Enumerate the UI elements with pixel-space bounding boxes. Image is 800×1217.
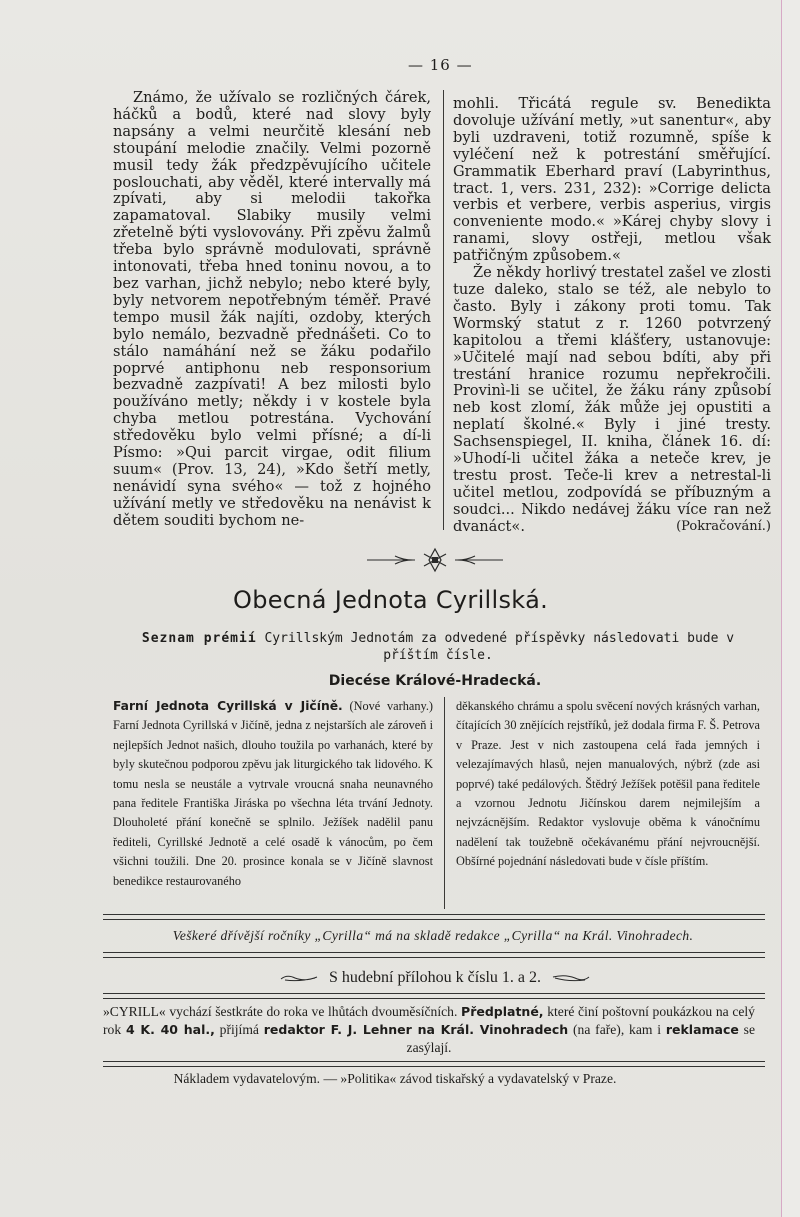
- subscription-bold: reklamace: [665, 1022, 739, 1037]
- report-heading: Farní Jednota Cyrillská v Jičíně.: [113, 699, 343, 713]
- ornament-divider-icon: [365, 547, 505, 573]
- double-rule: [103, 952, 765, 958]
- premium-notice: [113, 630, 763, 664]
- article-paragraph: Že někdy horlivý trestatel zašel ve zlosti tuze daleko, stalo se též, ale nebylo to často. Byly i zákony proti tomu. Tak Wormský statut z r. 1260 potvrzený kapitolou a třemi klášťery, ustanovuje: »Učitelé mají nad sebou bdíti, aby při trestání hranice rozumu nepřekročili. Provinì-li se učitel, že žáku rány způsobí neb kost zlomí, žák může jej opustiti a neplatí školné.« Byly i jiné tresty. Sachsenspiegel, II. kniha, článek 16. dí: »Uhodí-li učitel žáka a neteče krev, je trestu prost. Teče-li krev a netrestal-li učitel metlou, zodpovídá se příbuzným a soudci... Nikdo nedávej žáku více ran než dvanáct«.: [453, 264, 771, 535]
- column-divider: [444, 697, 445, 909]
- double-rule: [103, 914, 765, 920]
- report-text: děkanského chrámu a spolu svěcení nových krásných varhan, čítajících 30 znějících rejstříků, jež dodala firma F. Š. Petrova v Praze. Jest v nich zastoupena celá řada jemných i velezajímavých hlasů, nejen manualových, nýbrž (zde asi poprvé) také pedálových. Štědrý Ježíšek potěšil pana ředitele a vzornou Jednotu Jičínskou darem nejmilejším a nejvzácnějším. Redaktor vyslovuje oběma k vánočnímu nadělení tak toužebně očekávanému přání nejvroucnější. Obšírné pojednání následovati bude v čísle příštím.: [456, 699, 760, 869]
- section-title: Obecná Jednota Cyrillská.: [233, 586, 548, 614]
- subscription-text: »CYRILL« vychází šestkráte do roka ve lhůtách dvouměsíčních.: [103, 1004, 458, 1019]
- music-supplement-text: S hudební přílohou k číslu 1. a 2.: [329, 969, 541, 986]
- article-paragraph: Známo, že užívalo se rozličných čárek, háčků a bodů, které nad slovy byly napsány a velmi neurčitě klesání neb stoupání melodie značily. Velmi pozorně musil tedy žák předzpěvujícího učitele poslouchati, aby věděl, které intervally má zpívati, aby si melodii takořka zapamatoval. Slabiky musily velmi zřetelně býti vyslovovány. Při zpěvu žalmů třeba bylo správně modulovati, správně intonovati, třeba hned toninu novou, a to bez varhan, jichž nebylo; nebo které byly, byly netvorem nepotřebným téměř. Pravé tempo musil žák najíti, ozdoby, kterých bylo nemálo, bezvadně přednášeti. Co to stálo namáhání než se žáku podařilo poprvé antiphonu neb responsorium bezvadně zazpívati! A bez milosti bylo používáno metly; někdy i v kostele byla chyba metlou potrestána. Vychování středověku bylo velmi přísné; a dí-li Písmo: »Qui parcit virgae, odit filium suum« (Prov. 13, 24), »Kdo šetří metly, nenávidí syna svého« — tož z hojného užívání metly ve středověku na nenávist k dětem souditi bychom ne-: [113, 89, 431, 529]
- article-left-column: [113, 90, 431, 530]
- music-supplement-line: [0, 969, 800, 987]
- imprint: Nákladem vydavatelovým. — »Politika« závod tiskařský a vydavatelský v Praze.: [173, 1071, 617, 1086]
- flourish-right-icon: [551, 972, 591, 984]
- back-issues-notice: Veškeré dřívější ročníky „Cyrilla“ má na skladě redakce „Cyrilla“ na Král. Vinohradech.: [172, 928, 694, 943]
- subscription-text: přijímá: [219, 1022, 259, 1037]
- notice-text: Cyrillským Jednotám za odvedené příspěvky následovati bude v příštím čísle.: [264, 631, 735, 663]
- notice-lead: Seznam prémií: [141, 631, 257, 646]
- column-divider: [443, 90, 444, 530]
- diocese-heading: Diecése Králové-Hradecká.: [328, 673, 542, 689]
- subscription-text: které činí poštovní poukázkou na celý rok: [103, 1004, 755, 1037]
- subscription-info: [103, 1003, 755, 1057]
- report-text: (Nové varhany.) Farní Jednota Cyrillská v Jičíně, jedna z nejstarších ale zároveň i nejlepších Jednot našich, dlouho toužila po varhanách, které by byly skutečnou podporou zpěvu jak liturgického tak lidového. K tomu nesla se neustále a vytrvale vroucná snaha neunavného pana ředitele Františka Jiráska po všechna léta trvání Jednoty. Dlouholeté přání konečně se splnilo. Ježíšek nadělil panu řediteli, Cyrillské Jednotě a celé osadě k vánocům, po čem všichni toužili. Dne 20. prosince konala se v Jičíně slavnost benedikce restaurovaného: [113, 699, 434, 888]
- double-rule: [103, 1061, 765, 1067]
- subscription-editor: redaktor F. J. Lehner na Král. Vinohradech: [263, 1022, 569, 1037]
- article-right-column: [453, 96, 771, 535]
- page-number: — 16 —: [408, 56, 473, 74]
- report-left-column: [113, 697, 433, 891]
- report-right-column: [456, 697, 760, 872]
- flourish-left-icon: [279, 972, 319, 984]
- subscription-text: (na faře), kam i: [573, 1022, 662, 1037]
- page-edge: [781, 0, 800, 1217]
- subscription-text: se zasýlají.: [406, 1022, 755, 1055]
- double-rule: [103, 993, 765, 999]
- subscription-price: 4 K. 40 hal.,: [125, 1022, 215, 1037]
- article-paragraph: mohli. Třicátá regule sv. Benedikta dovoluje užívání metly, »ut sanentur«, aby byli uzdraveni, totiž rozumně, spíše k vyléčení než k potrestání směřující. Grammatik Eberhard praví (Labyrinthus, tract. 1, vers. 231, 232): »Corrige delicta verbis et verbere, verbis asperius, virgis conveniente modo.« »Kárej chyby slovy i ranami, slovy ostřeji, metlou však patřičným způsobem.«: [453, 95, 771, 265]
- subscription-bold: Předplatné,: [461, 1004, 544, 1019]
- report-paragraph: [113, 697, 433, 891]
- continued-label: (Pokračování.): [676, 518, 771, 534]
